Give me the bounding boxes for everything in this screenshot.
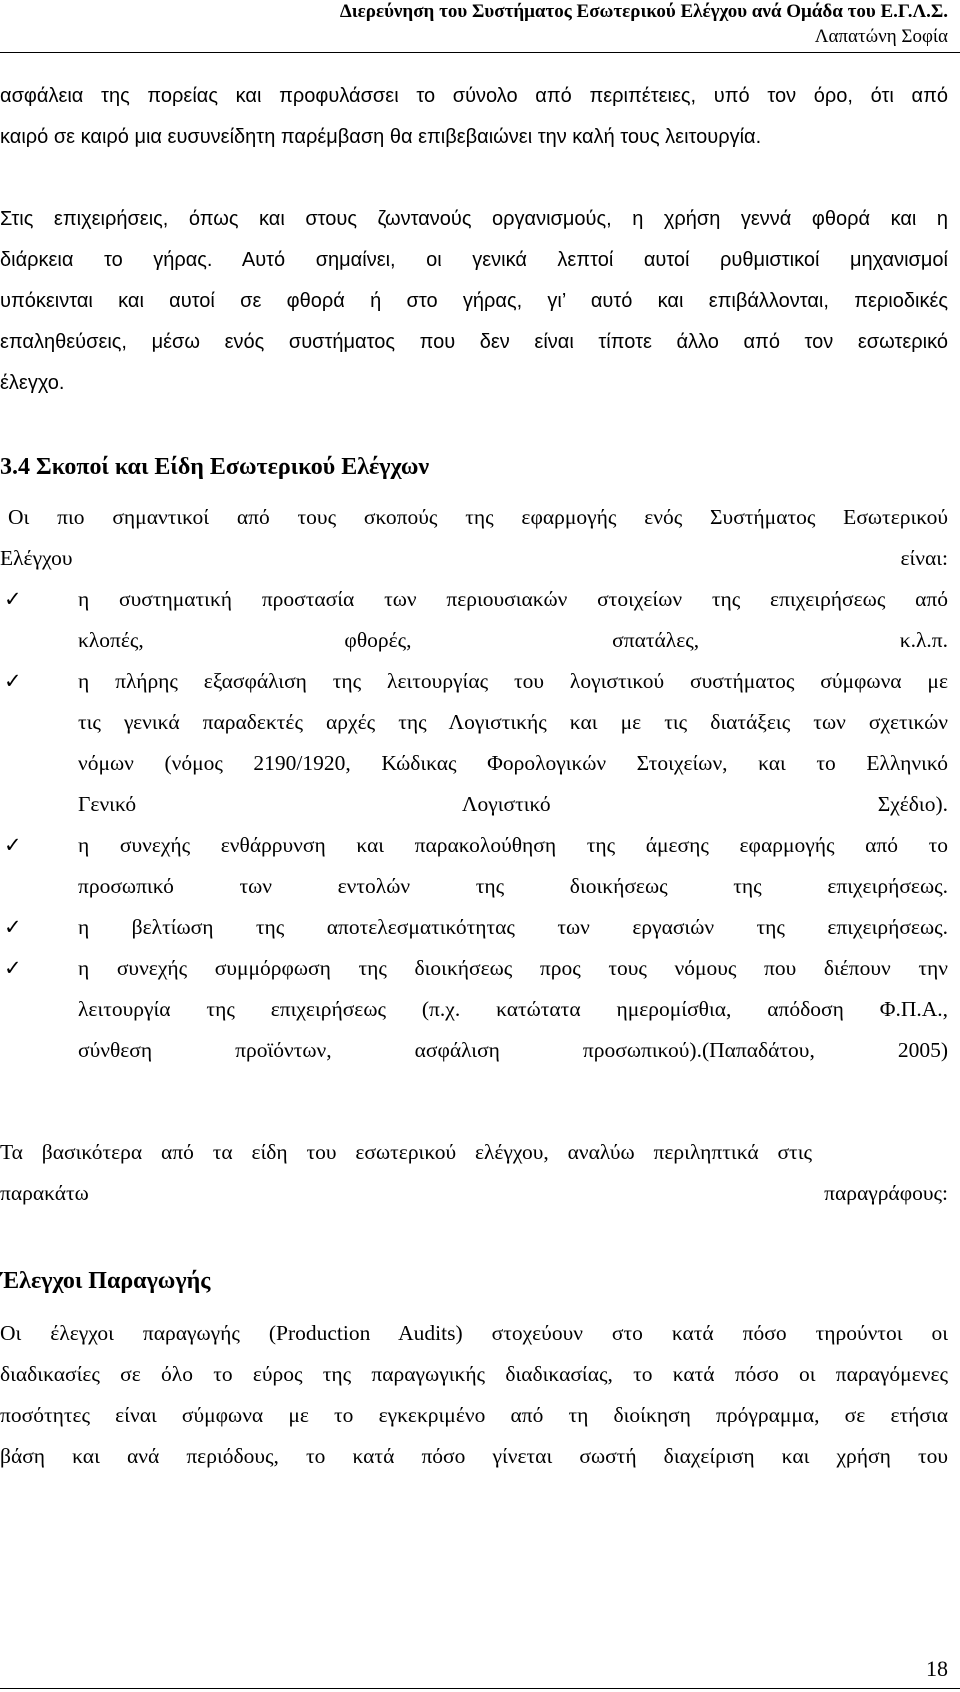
section-heading: 3.4 Σκοποί και Είδη Εσωτερικού Ελέγχων [0,454,430,480]
paragraph-line: επαληθεύσεις, μέσω ενός συστήματος που δεν είναι τίποτε άλλο από τον εσωτερικό [0,331,948,353]
list-item-line: νόμων (νόμος 2190/1920, Κώδικας Φορολογικών Στοιχείων, και το Ελληνικό [78,751,948,775]
list-item-line: η πλήρης εξασφάλιση της λειτουργίας του λογιστικού συστήματος σύμφωνα με [78,669,948,693]
paragraph-line: Ελέγχου είναι: [0,546,948,570]
paragraph-line: Τα βασικότερα από τα είδη του εσωτερικού ελέγχου, αναλύω περιληπτικά στις [0,1140,812,1164]
list-item-line: η συνεχής ενθάρρυνση και παρακολούθηση της άμεσης εφαρμογής από το [78,833,948,857]
paragraph-line: παρακάτω παραγράφους: [0,1181,948,1205]
paragraph-line: ποσότητες είναι σύμφωνα με το εγκεκριμένο από τη διοίκηση πρόγραμμα, σε ετήσια [0,1403,948,1427]
paragraph-line: Οι πιο σημαντικοί από τους σκοπούς της εφαρμογής ενός Συστήματος Εσωτερικού [8,505,948,529]
checkmark-icon: ✓ [4,915,22,939]
running-header-title: Διερεύνηση του Συστήματος Εσωτερικού Ελέγχου ανά Ομάδα του Ε.Γ.Λ.Σ. [339,1,948,22]
list-item-line: Γενικό Λογιστικό Σχέδιο). [78,792,948,816]
list-item-line: η συστηματική προστασία των περιουσιακών στοιχείων της επιχειρήσεως από [78,587,948,611]
header-divider [0,52,960,53]
paragraph-line: βάση και ανά περιόδους, το κατά πόσο γίνεται σωστή διαχείριση και χρήση του [0,1444,948,1468]
list-item-line: η βελτίωση της αποτελεσματικότητας των εργασιών της επιχειρήσεως. [78,915,948,939]
paragraph-line: υπόκεινται και αυτοί σε φθορά ή στο γήρας, γι’ αυτό και επιβάλλονται, περιοδικές [0,290,948,312]
footer-divider [0,1688,960,1689]
list-item-line: τις γενικά παραδεκτές αρχές της Λογιστικής και με τις διατάξεις των σχετικών [78,710,948,734]
checkmark-icon: ✓ [4,587,22,611]
paragraph-line: διαδικασίες σε όλο το εύρος της παραγωγικής διαδικασίας, το κατά πόσο οι παραγόμενες [0,1362,948,1386]
running-header-author: Λαπατώνη Σοφία [814,26,948,47]
list-item-line: λειτουργία της επιχειρήσεως (π.χ. κατώτατα ημερομίσθια, απόδοση Φ.Π.Α., [78,997,948,1021]
list-item-line: η συνεχής συμμόρφωση της διοικήσεως προς τους νόμους που διέπουν την [78,956,948,980]
paragraph-line: Οι έλεγχοι παραγωγής (Production Audits) στοχεύουν στο κατά πόσο τηρούντοι οι [0,1321,948,1345]
list-item-line: κλοπές, φθορές, σπατάλες, κ.λ.π. [78,628,948,652]
checkmark-icon: ✓ [4,833,22,857]
paragraph-line: ασφάλεια της πορείας και προφυλάσσει το σύνολο από περιπέτειες, υπό τον όρο, ότι από [0,85,948,107]
paragraph-line: διάρκεια το γήρας. Αυτό σημαίνει, οι γενικά λεπτοί αυτοί ρυθμιστικοί μηχανισμοί [0,249,948,271]
checkmark-icon: ✓ [4,669,22,693]
paragraph-line: καιρό σε καιρό μια ευσυνείδητη παρέμβαση θα επιβεβαιώνει την καλή τους λειτουργία. [0,126,762,148]
paragraph-line: Στις επιχειρήσεις, όπως και στους ζωντανούς οργανισμούς, η χρήση γεννά φθορά και η [0,208,948,230]
list-item-line: προσωπικό των εντολών της διοικήσεως της επιχειρήσεως. [78,874,948,898]
paragraph-line: έλεγχο. [0,372,65,394]
page-number: 18 [926,1656,948,1681]
list-item-line: σύνθεση προϊόντων, ασφάλιση προσωπικού).(Παπαδάτου, 2005) [78,1038,948,1062]
subsection-heading: Έλεγχοι Παραγωγής [0,1268,211,1294]
checkmark-icon: ✓ [4,956,22,980]
